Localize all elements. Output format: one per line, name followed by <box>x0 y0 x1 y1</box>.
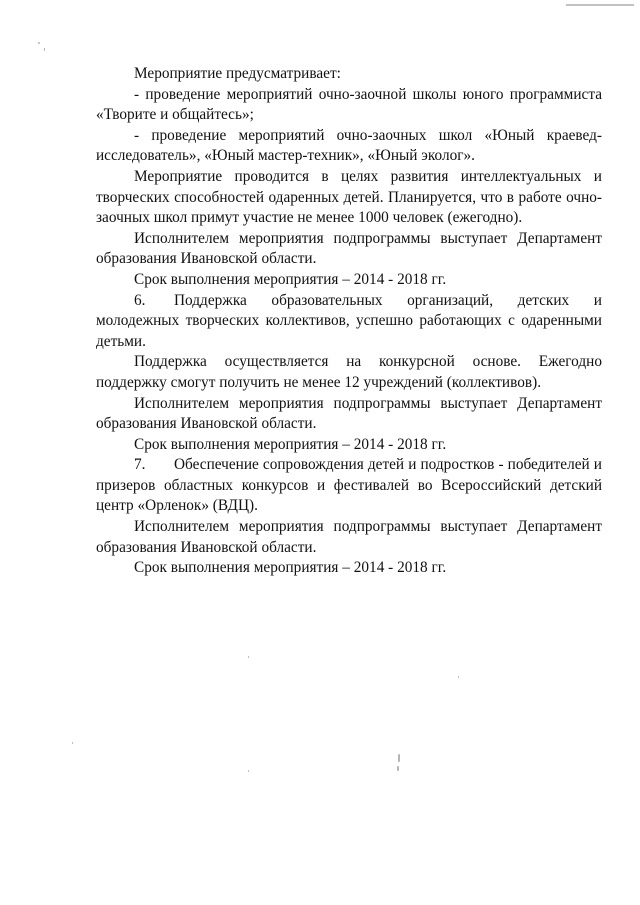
item-6-number: 6. <box>134 291 146 309</box>
list-item-6 <box>96 291 602 353</box>
scan-artifact-line <box>566 4 634 6</box>
scan-speck <box>397 766 399 771</box>
paragraph-bullet-schools: - проведение мероприятий очно-заочных школ «Юный краевед-исследователь», «Юный мастер-техник», «Юный эколог». <box>96 126 602 165</box>
paragraph-purpose: Мероприятие проводится в целях развития интеллектуальных и творческих способностей одаренных детей. Планируется, что в работе очно-заочных школ примут участие не менее 1000 человек (ежегодно). <box>96 167 602 227</box>
paragraph-executor-6: Исполнителем мероприятия подпрограммы выступает Департамент образования Ивановской области. <box>96 394 602 433</box>
scan-speck <box>458 676 459 678</box>
scan-speck <box>44 48 45 51</box>
item-6-text: Поддержка образовательных организаций, детских и молодежных творческих коллективов, успешно работающих с одаренными детьми. <box>96 291 602 350</box>
scan-speck <box>248 770 249 772</box>
document-body <box>96 64 602 579</box>
item-7-text: Обеспечение сопровождения детей и подростков - победителей и призеров областных конкурсов и фестивалей во Всероссийский детский центр «Орленок» (ВДЦ). <box>96 456 602 515</box>
scan-speck <box>38 42 40 44</box>
paragraph-executor-7: Исполнителем мероприятия подпрограммы выступает Департамент образования Ивановской области. <box>96 518 602 556</box>
paragraph-executor: Исполнителем мероприятия подпрограммы выступает Департамент образования Ивановской области. <box>96 229 602 268</box>
scan-speck <box>72 742 73 744</box>
paragraph-deadline-6: Срок выполнения мероприятия – 2014 - 2018 гг. <box>134 435 447 453</box>
paragraph-deadline-7: Срок выполнения мероприятия – 2014 - 2018 гг. <box>134 559 447 577</box>
paragraph-support: Поддержка осуществляется на конкурсной основе. Ежегодно поддержку смогут получить не менее 12 учреждений (коллективов). <box>96 353 602 391</box>
list-item-7 <box>96 455 602 517</box>
paragraph-bullet-programmer-school: - проведение мероприятий очно-заочной школы юного программиста «Творите и общайтесь»; <box>96 85 602 124</box>
scan-speck <box>398 754 400 762</box>
scan-speck <box>248 656 249 658</box>
paragraph-deadline: Срок выполнения мероприятия – 2014 - 2018 гг. <box>134 270 447 288</box>
item-7-number: 7. <box>134 456 146 474</box>
paragraph-intro: Мероприятие предусматривает: <box>134 65 341 82</box>
